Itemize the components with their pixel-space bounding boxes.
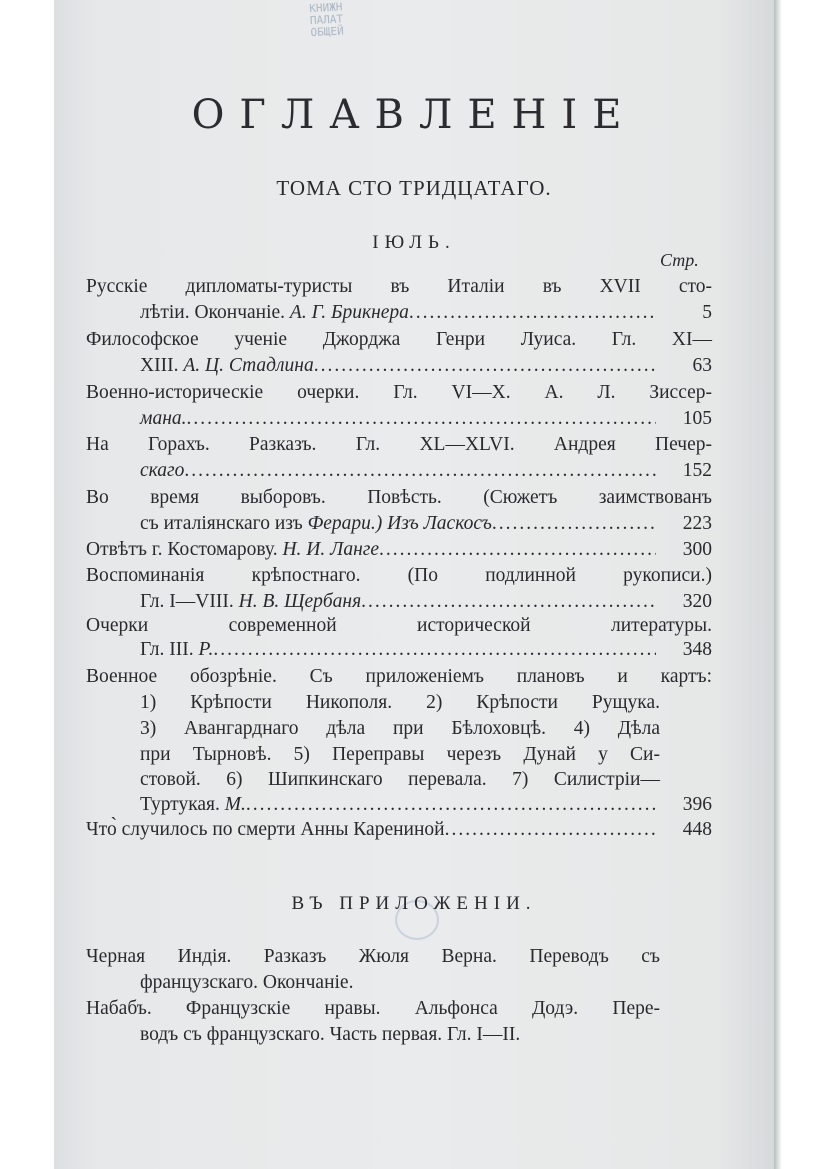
entry-author: Ферари.) Изъ Ласкосъ <box>307 513 492 534</box>
entry-author: М. <box>224 794 246 815</box>
toc-entry-line <box>140 791 712 818</box>
toc-entry-line <box>140 588 712 615</box>
toc-entry-line <box>86 536 712 563</box>
entry-author: мана. <box>140 408 187 429</box>
appendix-entry-line: Черная Индія. Разказъ Жюля Верна. Переводъ съ <box>86 946 660 967</box>
appendix-entry-line: Набабъ. Французскіе нравы. Альфонса Додэ. Пере- <box>86 998 660 1019</box>
toc-entry-line: Философское ученіе Джорджа Генри Луиса. Гл. XI— <box>86 329 712 350</box>
appendix-heading: ВЪ ПРИЛОЖЕНІИ. <box>291 893 537 914</box>
appendix-entry-line: водъ съ французскаго. Часть первая. Гл. I—II. <box>140 1024 521 1045</box>
leader-dots <box>314 352 656 379</box>
entry-text: Что̀ случилось по смерти Анны Карениной <box>86 819 445 840</box>
toc-entry-line: 1) Крѣпости Никополя. 2) Крѣпости Рущука. <box>140 692 660 713</box>
appendix-entry-line: французскаго. Окончаніе. <box>140 972 354 993</box>
toc-entry-line <box>140 636 712 663</box>
entry-text: XIII. <box>140 355 184 376</box>
entry-text: Гл. I—VIII. <box>140 591 239 612</box>
toc-entry-line: стовой. 6) Шипкинскаго перевала. 7) Силистріи— <box>140 769 660 790</box>
stamp-line: ОБЩЕЙ <box>310 24 344 40</box>
page-number: 152 <box>682 460 712 481</box>
leader-dots <box>184 457 656 484</box>
leader-dots <box>445 816 656 843</box>
toc-entry-line: Во время выборовъ. Повѣсть. (Сюжетъ заимствованъ <box>86 487 712 508</box>
toc-entry-line: при Тырновѣ. 5) Переправы черезъ Дунай у Си- <box>140 744 660 765</box>
page-number: 63 <box>692 355 712 376</box>
entry-text: съ италіянскаго изъ <box>140 513 308 534</box>
page-number: 320 <box>682 591 712 612</box>
entry-author: Н. В. Щербаня <box>238 591 362 612</box>
toc-entry-line <box>140 405 712 432</box>
entry-text: лѣтіи. Окончаніе. <box>140 302 290 323</box>
toc-entry-line <box>140 457 712 484</box>
toc-entry-line: Военное обозрѣніе. Съ приложеніемъ плановъ и картъ: <box>86 666 712 687</box>
entry-text: Гл. III. <box>140 639 199 660</box>
leader-dots <box>187 405 657 432</box>
toc-entry-line: 3) Авангарднаго дѣла при Бѣлоховцѣ. 4) Дѣла <box>140 718 660 739</box>
toc-entry-line: Очерки современной исторической литературы. <box>86 615 712 636</box>
entry-text: Туртукая. <box>140 794 225 815</box>
page-number: 396 <box>682 794 712 815</box>
page-number: 448 <box>682 819 712 840</box>
leader-dots <box>246 791 656 818</box>
page-number: 348 <box>682 639 712 660</box>
entry-author: А. Г. Брикнера <box>289 302 409 323</box>
leader-dots <box>492 510 656 537</box>
toc-entry-line <box>140 352 712 379</box>
page-column-header: Стр. <box>660 250 699 270</box>
stamp-line: КНИЖН <box>308 0 343 16</box>
leader-dots <box>213 636 656 663</box>
page-number: 223 <box>682 513 712 534</box>
entry-author: скаго <box>140 460 185 481</box>
page-title: ОГЛАВЛЕНІЕ <box>191 92 637 138</box>
leader-dots <box>409 299 656 326</box>
library-stamp <box>309 0 431 43</box>
entry-author: А. Ц. Стадлина <box>183 355 314 376</box>
toc-entry-line <box>140 299 712 326</box>
leader-dots <box>379 536 656 563</box>
leader-dots <box>361 588 656 615</box>
entry-author: Р. <box>198 639 214 660</box>
toc-entry-line <box>86 816 712 843</box>
toc-entry-line: Русскіе дипломаты-туристы въ Италіи въ XVII сто- <box>86 276 712 297</box>
entry-text: Отвѣтъ г. Костомарову. <box>86 539 283 560</box>
toc-entry-line: Воспоминанія крѣпостнаго. (По подлинной рукописи.) <box>86 565 712 586</box>
toc-entry-line: Военно-историческіе очерки. Гл. VI—X. А. Л. Зиссер- <box>86 382 712 403</box>
volume-subtitle: ТОМА СТО ТРИДЦАТАГО. <box>276 176 552 200</box>
stamp-line: ПАЛАТ <box>309 12 344 28</box>
page-number: 105 <box>682 408 712 429</box>
toc-entry-line <box>140 510 712 537</box>
page-number: 300 <box>682 539 712 560</box>
toc-entry-line: На Горахъ. Разказъ. Гл. XL—XLVI. Андрея Печер- <box>86 434 712 455</box>
page-number: 5 <box>702 302 712 323</box>
month-heading: ІЮЛЬ. <box>372 232 456 253</box>
page-edge <box>774 0 782 1169</box>
entry-author: Н. И. Ланге <box>282 539 380 560</box>
